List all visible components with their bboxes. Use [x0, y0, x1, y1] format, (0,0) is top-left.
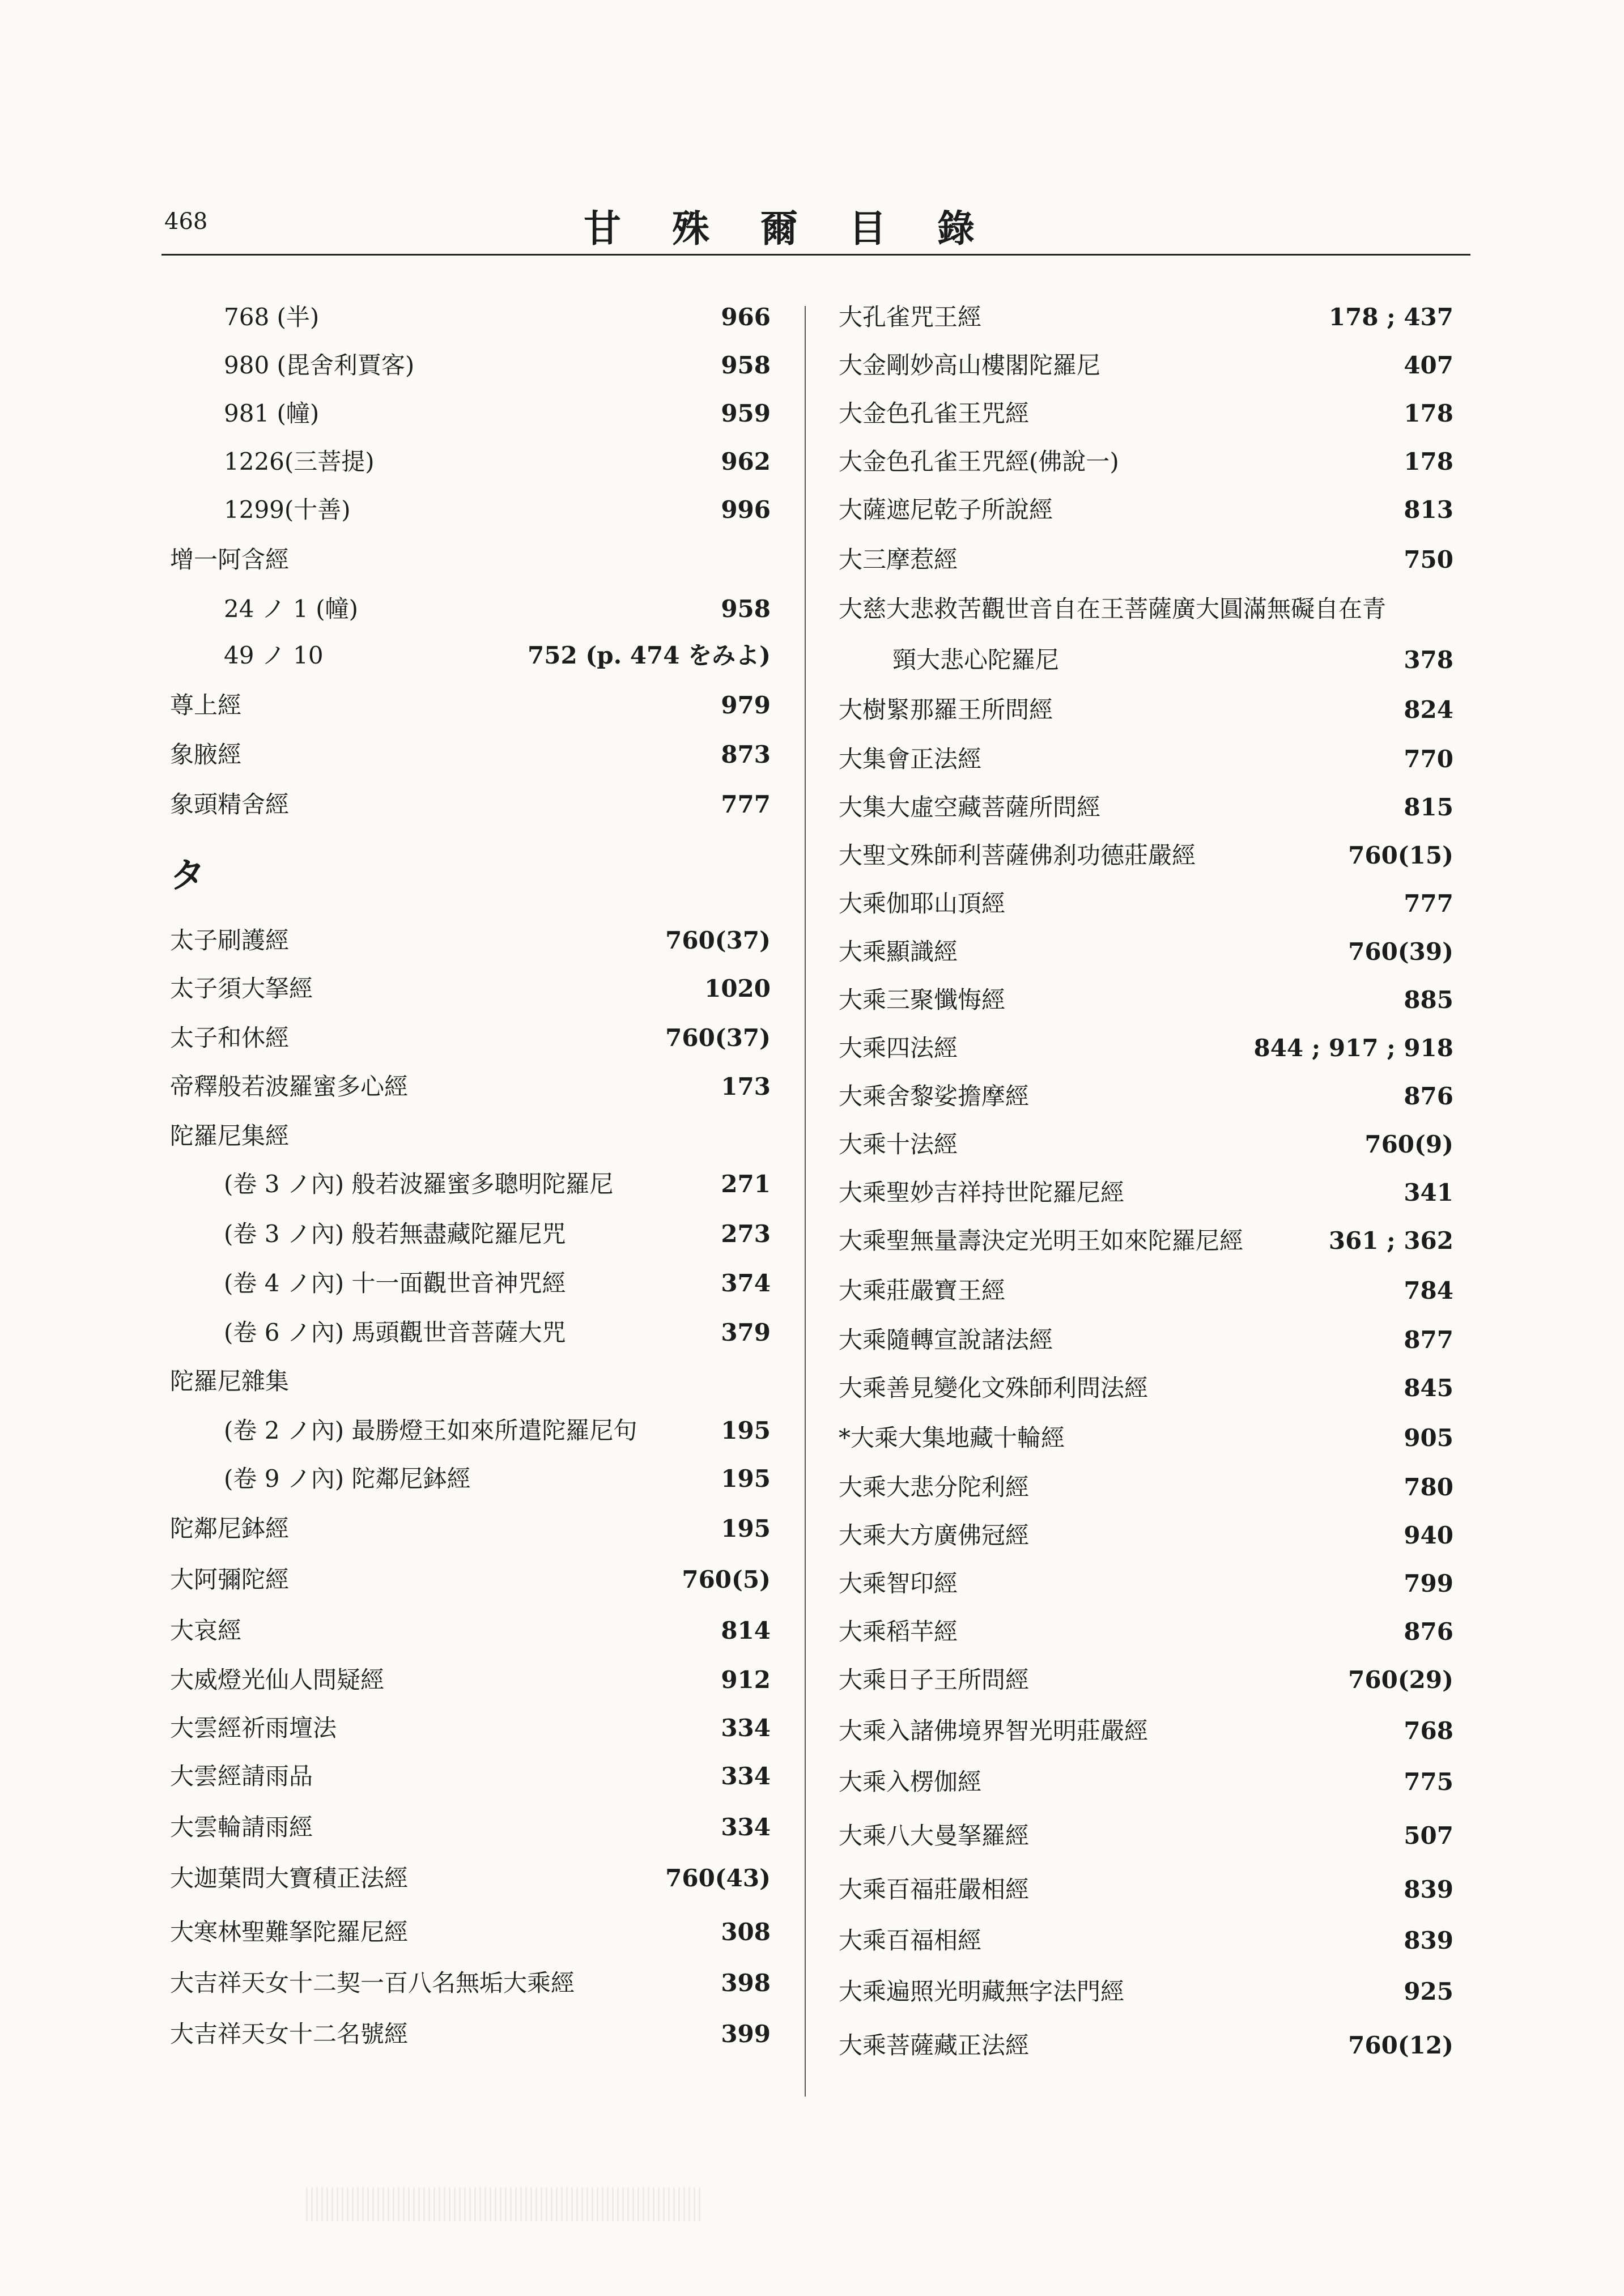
index-entry	[839, 1813, 1453, 1859]
index-entry	[839, 343, 1453, 388]
index-entry	[839, 1415, 1453, 1461]
entry-title: 大集大虛空藏菩薩所問經	[839, 793, 1101, 821]
index-entry	[170, 1557, 771, 1602]
index-entry	[839, 1317, 1453, 1363]
entry-page-ref: 958	[721, 351, 771, 379]
entry-title: 象頭精舍經	[170, 790, 290, 818]
index-entry	[839, 1708, 1453, 1754]
entry-page-ref: 374	[721, 1269, 771, 1297]
page-number: 468	[164, 209, 208, 235]
entry-page-ref: 958	[721, 595, 771, 623]
index-entry	[170, 1310, 771, 1355]
entry-title: 大乘智印經	[839, 1570, 958, 1597]
index-entry	[170, 537, 771, 582]
index-entry	[170, 1162, 771, 1207]
entry-page-ref: 770	[1404, 745, 1453, 773]
entry-page-ref: 996	[721, 496, 771, 524]
entry-page-ref: 815	[1404, 793, 1453, 821]
entry-page-ref: 361 ; 362	[1328, 1227, 1453, 1255]
entry-title: 大孔雀咒王經	[839, 303, 982, 331]
entry-page-ref: 178	[1404, 448, 1453, 475]
entry-page-ref: 760(29)	[1348, 1666, 1453, 1694]
index-entry	[839, 537, 1453, 582]
index-entry	[839, 737, 1453, 782]
entry-title: 大乘聖無量壽決定光明王如來陀羅尼經	[839, 1227, 1244, 1255]
entry-page-ref: 925	[1404, 1978, 1453, 2005]
entry-title: 大乘聖妙吉祥持世陀羅尼經	[839, 1179, 1125, 1206]
entry-title: 大三摩惹經	[839, 546, 958, 573]
entry-title: 大雲輪請雨經	[170, 1813, 313, 1841]
entry-page-ref: 979	[721, 691, 771, 719]
entry-page-ref: 966	[721, 303, 771, 331]
entry-title: (卷 4 ノ內) 十一面觀世音神咒經	[224, 1269, 566, 1297]
entry-title: 尊上經	[170, 691, 242, 719]
index-entry	[170, 1961, 771, 2006]
entry-title: 1226(三菩提)	[224, 448, 375, 475]
index-entry	[839, 1366, 1453, 1411]
index-entry	[839, 1170, 1453, 1215]
entry-title: タ	[170, 854, 206, 896]
entry-title: 大乘十法經	[839, 1130, 958, 1158]
entry-title: 大威燈光仙人問疑經	[170, 1666, 385, 1694]
index-entry	[839, 833, 1453, 878]
entry-title: (卷 2 ノ內) 最勝燈王如來所遣陀羅尼句	[224, 1417, 637, 1444]
entry-title: 大乘大悲分陀利經	[839, 1473, 1030, 1501]
index-entry	[839, 1513, 1453, 1558]
entry-title: 大金剛妙高山樓閣陀羅尼	[839, 351, 1101, 379]
entry-page-ref: 799	[1404, 1570, 1453, 1597]
index-entry	[170, 1408, 771, 1453]
page-title: 甘殊爾目錄	[584, 206, 1026, 250]
entry-page-ref: 173	[721, 1073, 771, 1100]
index-entry	[170, 1856, 771, 1901]
index-entry	[170, 1113, 771, 1159]
entry-title: 980 (毘舍利賈客)	[224, 351, 415, 379]
entry-title: 大阿彌陀經	[170, 1566, 290, 1593]
index-entry	[170, 683, 771, 728]
entry-title: 太子須大拏經	[170, 975, 313, 1002]
entry-title: 增一阿含經	[170, 546, 290, 573]
entry-title: 太子和休經	[170, 1024, 290, 1052]
index-entry	[170, 1910, 771, 1955]
entry-title: 24 ノ 1 (幢)	[224, 595, 358, 623]
index-entry	[170, 391, 771, 436]
entry-title: 大金色孔雀王咒經(佛說一)	[839, 448, 1119, 475]
entry-page-ref: 750	[1404, 546, 1453, 573]
entry-page-ref: 959	[721, 399, 771, 427]
entry-title: 大樹緊那羅王所問經	[839, 696, 1053, 724]
entry-page-ref: 912	[721, 1666, 771, 1694]
index-entry	[839, 929, 1453, 975]
index-entry	[170, 1608, 771, 1653]
index-entry	[839, 977, 1453, 1023]
entry-page-ref: 334	[721, 1813, 771, 1841]
entry-title: 頸大悲心陀羅尼	[892, 646, 1060, 674]
entry-title: 大乘入楞伽經	[839, 1768, 982, 1796]
entry-title: 大吉祥天女十二契一百八名無垢大乘經	[170, 1969, 575, 1997]
entry-page-ref: 780	[1404, 1473, 1453, 1501]
entry-title: 大寒林聖難拏陀羅尼經	[170, 1918, 409, 1946]
entry-title: 大乘日子王所問經	[839, 1666, 1030, 1694]
entry-title: 大乘善見變化文殊師利問法經	[839, 1374, 1149, 1402]
entry-page-ref: 824	[1404, 696, 1453, 724]
index-entry	[839, 487, 1453, 533]
index-entry	[170, 918, 771, 963]
print-speckle	[306, 2187, 703, 2221]
entry-title: 大乘百福莊嚴相經	[839, 1876, 1030, 1903]
entry-title: 陀鄰尼鉢經	[170, 1515, 290, 1542]
entry-page-ref: 940	[1404, 1521, 1453, 1549]
entry-page-ref: 334	[721, 1714, 771, 1742]
index-entry	[170, 586, 771, 632]
index-entry	[170, 782, 771, 827]
entry-title: 太子刷護經	[170, 926, 290, 954]
index-entry	[170, 732, 771, 777]
index-entry	[170, 1657, 771, 1703]
index-entry	[839, 1465, 1453, 1510]
entry-page-ref: 814	[721, 1617, 771, 1644]
entry-title: 大乘伽耶山頂經	[839, 890, 1006, 917]
entry-page-ref: 195	[721, 1465, 771, 1493]
column-divider	[805, 306, 806, 2097]
entry-title: 大聖文殊師利菩薩佛刹功德莊嚴經	[839, 841, 1196, 869]
entry-title: 大雲經祈雨壇法	[170, 1714, 337, 1742]
entry-page-ref: 885	[1404, 986, 1453, 1014]
index-entry	[839, 586, 1453, 632]
header-rule	[161, 254, 1470, 256]
entry-title: 981 (幢)	[224, 399, 320, 427]
entry-page-ref: 760(5)	[682, 1566, 771, 1593]
entry-page-ref: 760(12)	[1348, 2031, 1453, 2059]
index-entry	[170, 1211, 771, 1257]
entry-page-ref: 271	[721, 1170, 771, 1198]
entry-title: (卷 3 ノ內) 般若波羅蜜多聰明陀羅尼	[224, 1170, 614, 1198]
entry-title: 大雲經請雨品	[170, 1762, 313, 1790]
index-entry	[170, 1261, 771, 1306]
entry-page-ref: 768	[1404, 1717, 1453, 1745]
index-entry	[839, 1867, 1453, 1912]
entry-title: 大哀經	[170, 1617, 242, 1644]
entry-page-ref: 839	[1404, 1876, 1453, 1903]
section-heading	[170, 853, 771, 898]
entry-page-ref: 379	[721, 1319, 771, 1346]
index-entry	[839, 1561, 1453, 1606]
entry-page-ref: 777	[1404, 890, 1453, 917]
entry-title: 大乘菩薩藏正法經	[839, 2031, 1030, 2059]
index-entry	[839, 785, 1453, 830]
entry-page-ref: 905	[1404, 1424, 1453, 1452]
entry-page-ref: 876	[1404, 1618, 1453, 1646]
entry-title: 768 (半)	[224, 303, 320, 331]
index-entry	[839, 1218, 1453, 1264]
entry-page-ref: 775	[1404, 1768, 1453, 1796]
index-entry	[170, 295, 771, 340]
entry-page-ref: 760(43)	[665, 1864, 771, 1892]
entry-title: 大乘遍照光明藏無字法門經	[839, 1978, 1125, 2005]
entry-title: (卷 9 ノ內) 陀鄰尼鉢經	[224, 1465, 471, 1493]
index-entry	[839, 2023, 1453, 2068]
index-entry	[170, 1754, 771, 1799]
index-entry	[170, 1805, 771, 1850]
entry-page-ref: 399	[721, 2020, 771, 2048]
index-entry	[839, 1918, 1453, 1963]
index-entry	[170, 1015, 771, 1061]
entry-page-ref: 839	[1404, 1927, 1453, 1954]
entry-title: 大金色孔雀王咒經	[839, 399, 1030, 427]
entry-title: 象腋經	[170, 741, 242, 768]
index-entry	[170, 439, 771, 484]
entry-title: 49 ノ 10	[224, 641, 324, 669]
index-entry	[170, 2012, 771, 2057]
entry-page-ref: 407	[1404, 351, 1453, 379]
index-entry	[839, 687, 1453, 733]
entry-title: 大乘顯識經	[839, 938, 958, 966]
index-entry	[170, 966, 771, 1011]
entry-page-ref: 178 ; 437	[1328, 303, 1453, 331]
entry-title: 大乘入諸佛境界智光明莊嚴經	[839, 1717, 1149, 1745]
entry-page-ref: 760(15)	[1348, 841, 1453, 869]
index-entry	[839, 295, 1453, 340]
entry-page-ref: 784	[1404, 1277, 1453, 1304]
entry-title: 大乘百福相經	[839, 1927, 982, 1954]
index-entry	[839, 1657, 1453, 1703]
entry-title: 大迦葉問大寶積正法經	[170, 1864, 409, 1892]
entry-page-ref: 195	[721, 1515, 771, 1542]
entry-page-ref: 341	[1404, 1179, 1453, 1206]
entry-title: 大乘四法經	[839, 1034, 958, 1062]
entry-page-ref: 378	[1404, 646, 1453, 674]
index-entry	[839, 439, 1453, 484]
index-entry	[839, 391, 1453, 436]
entry-title: 大乘三聚懺悔經	[839, 986, 1006, 1014]
index-entry	[839, 1074, 1453, 1119]
entry-title: 大吉祥天女十二名號經	[170, 2020, 409, 2048]
entry-page-ref: 760(37)	[665, 1024, 771, 1052]
page-header	[164, 198, 1468, 250]
index-entry	[839, 637, 1453, 683]
entry-page-ref: 873	[721, 741, 771, 768]
entry-title: (卷 6 ノ內) 馬頭觀世音菩薩大咒	[224, 1319, 566, 1346]
entry-title: 大乘隨轉宣說諸法經	[839, 1326, 1053, 1354]
entry-page-ref: 398	[721, 1969, 771, 1997]
index-entry	[839, 1759, 1453, 1805]
entry-title: 大乘八大曼拏羅經	[839, 1822, 1030, 1849]
entry-page-ref: 1020	[704, 975, 771, 1002]
entry-page-ref: 845	[1404, 1374, 1453, 1402]
index-entry	[839, 1268, 1453, 1313]
entry-page-ref: 777	[721, 790, 771, 818]
entry-title: (卷 3 ノ內) 般若無盡藏陀羅尼咒	[224, 1220, 566, 1248]
entry-title: 大薩遮尼乾子所說經	[839, 496, 1053, 524]
index-entry	[839, 1122, 1453, 1167]
entry-title: 大慈大悲救苦觀世音自在王菩薩廣大圓滿無礙自在青	[839, 595, 1387, 623]
entry-title: 陀羅尼雜集	[170, 1367, 290, 1395]
entry-page-ref: 876	[1404, 1082, 1453, 1110]
index-entry	[170, 1359, 771, 1404]
index-entry	[170, 343, 771, 388]
entry-title: 帝釋般若波羅蜜多心經	[170, 1073, 409, 1100]
entry-title: 1299(十善)	[224, 496, 351, 524]
entry-title: 大集會正法經	[839, 745, 982, 773]
entry-page-ref: 760(9)	[1364, 1130, 1453, 1158]
index-entry	[839, 881, 1453, 926]
entry-title: 大乘舍黎娑擔摩經	[839, 1082, 1030, 1110]
entry-page-ref: 308	[721, 1918, 771, 1946]
entry-title: 大乘莊嚴寶王經	[839, 1277, 1006, 1304]
entry-page-ref: 334	[721, 1762, 771, 1790]
index-entry	[839, 1969, 1453, 2014]
index-entry	[839, 1026, 1453, 1071]
entry-page-ref: 195	[721, 1417, 771, 1444]
entry-title: *大乘大集地藏十輪經	[839, 1424, 1065, 1452]
entry-page-ref: 178	[1404, 399, 1453, 427]
entry-title: 陀羅尼集經	[170, 1122, 290, 1150]
index-entry	[170, 633, 771, 678]
index-entry	[170, 1506, 771, 1551]
entry-title: 大乘稻芉經	[839, 1618, 958, 1646]
index-entry	[170, 1064, 771, 1109]
entry-page-ref: 760(37)	[665, 926, 771, 954]
entry-page-ref: 760(39)	[1348, 938, 1453, 966]
index-entry	[170, 487, 771, 533]
entry-page-ref: 507	[1404, 1822, 1453, 1849]
entry-page-ref: 877	[1404, 1326, 1453, 1354]
entry-title: 大乘大方廣佛冠經	[839, 1521, 1030, 1549]
index-entry	[170, 1456, 771, 1502]
entry-page-ref: 752 (p. 474 をみよ)	[528, 641, 771, 669]
entry-page-ref: 273	[721, 1220, 771, 1248]
index-entry	[170, 1706, 771, 1751]
entry-page-ref: 813	[1404, 496, 1453, 524]
index-entry	[839, 1609, 1453, 1655]
entry-page-ref: 844 ; 917 ; 918	[1253, 1034, 1453, 1062]
entry-page-ref: 962	[721, 448, 771, 475]
